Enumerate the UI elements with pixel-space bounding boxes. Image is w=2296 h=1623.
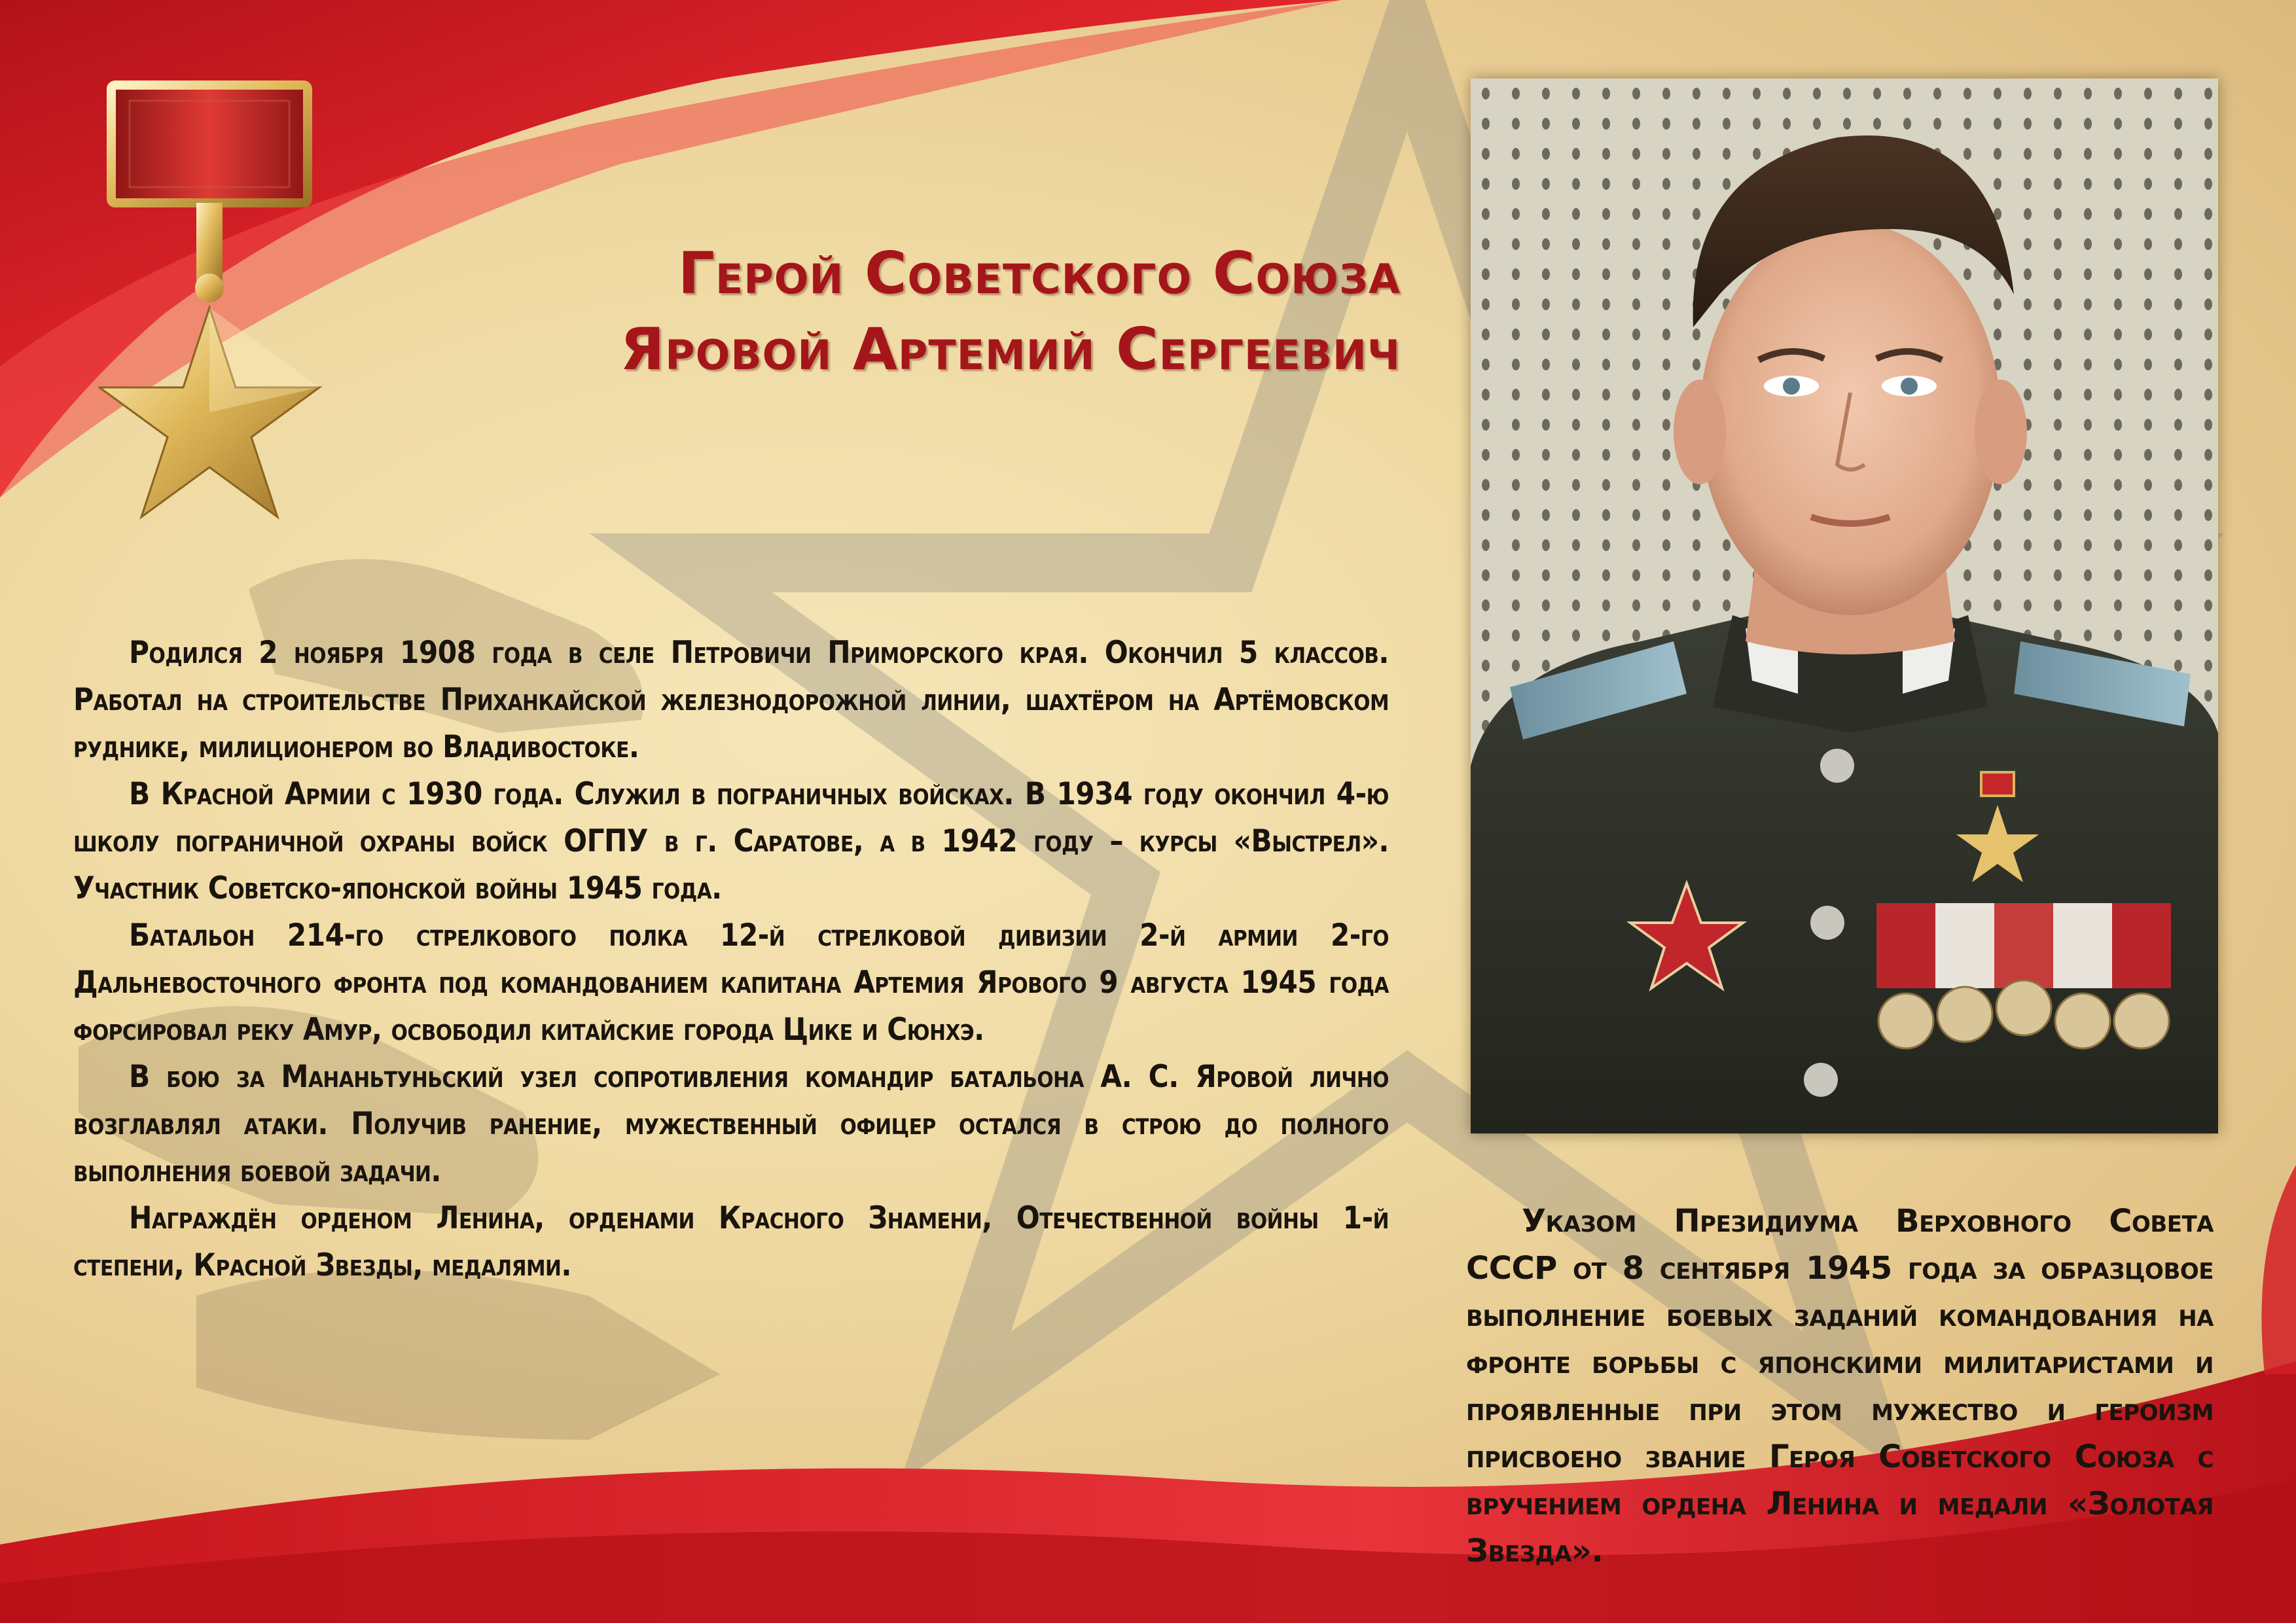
bio-paragraph: В бою за Мананьтуньский узел сопротивления командир батальона А. С. Яровой лично возглавлял атаки. Получив ранение, мужественный офицер остался в строю до полного выполнения боевой задачи. bbox=[73, 1059, 1389, 1189]
medal-ribbons bbox=[1876, 903, 2171, 988]
decree-text bbox=[1466, 1198, 2214, 1575]
bio-paragraph: Родился 2 ноября 1908 года в селе Петровичи Приморского края. Окончил 5 классов. Работал на строительстве Приханкайской железнодорожной линии, шахтёром на Артёмовском руднике, милиционером во Владивостоке. bbox=[73, 635, 1389, 765]
portrait-illustration bbox=[1471, 79, 2218, 1133]
bio-paragraph: В Красной Армии с 1930 года. Служил в пограничных войсках. В 1934 году окончил 4-ю школу пограничной охраны войск ОГПУ в г. Саратове, а в 1942 году – курсы «Выстрел». Участник Советско-японской войны 1945 года. bbox=[73, 776, 1389, 906]
page-title bbox=[458, 236, 1401, 387]
decree-paragraph: Указом Президиума Верховного Совета СССР от 8 сентября 1945 года за образцовое выполнение боевых заданий командования на фронте борьбы с японскими милитаристами и проявленные при этом мужество и героизм присвоено звание Героя Советского Союза с вручением ордена Ленина и медали «Золотая Звезда». bbox=[1466, 1203, 2214, 1569]
right-ribbon bbox=[2261, 1165, 2296, 1374]
bio-paragraph: Награждён орденом Ленина, орденами Красного Знамени, Отечественной войны 1-й степени, Красной Звезды, медалями. bbox=[73, 1200, 1389, 1283]
bio-paragraph: Батальон 214-го стрелкового полка 12-й стрелковой дивизии 2-й армии 2-го Дальневосточного фронта под командованием капитана Артемия Ярового 9 августа 1945 года форсировал реку Амур, освободил китайские города Цике и Сюнхэ. bbox=[73, 918, 1389, 1048]
title-line-2: Яровой Артемий Сергеевич bbox=[620, 315, 1401, 383]
gold-star-medal-icon bbox=[98, 65, 360, 524]
title-line-1: Герой Советского Союза bbox=[677, 240, 1401, 307]
biography-text bbox=[73, 630, 1389, 1289]
portrait-photo bbox=[1471, 79, 2218, 1133]
